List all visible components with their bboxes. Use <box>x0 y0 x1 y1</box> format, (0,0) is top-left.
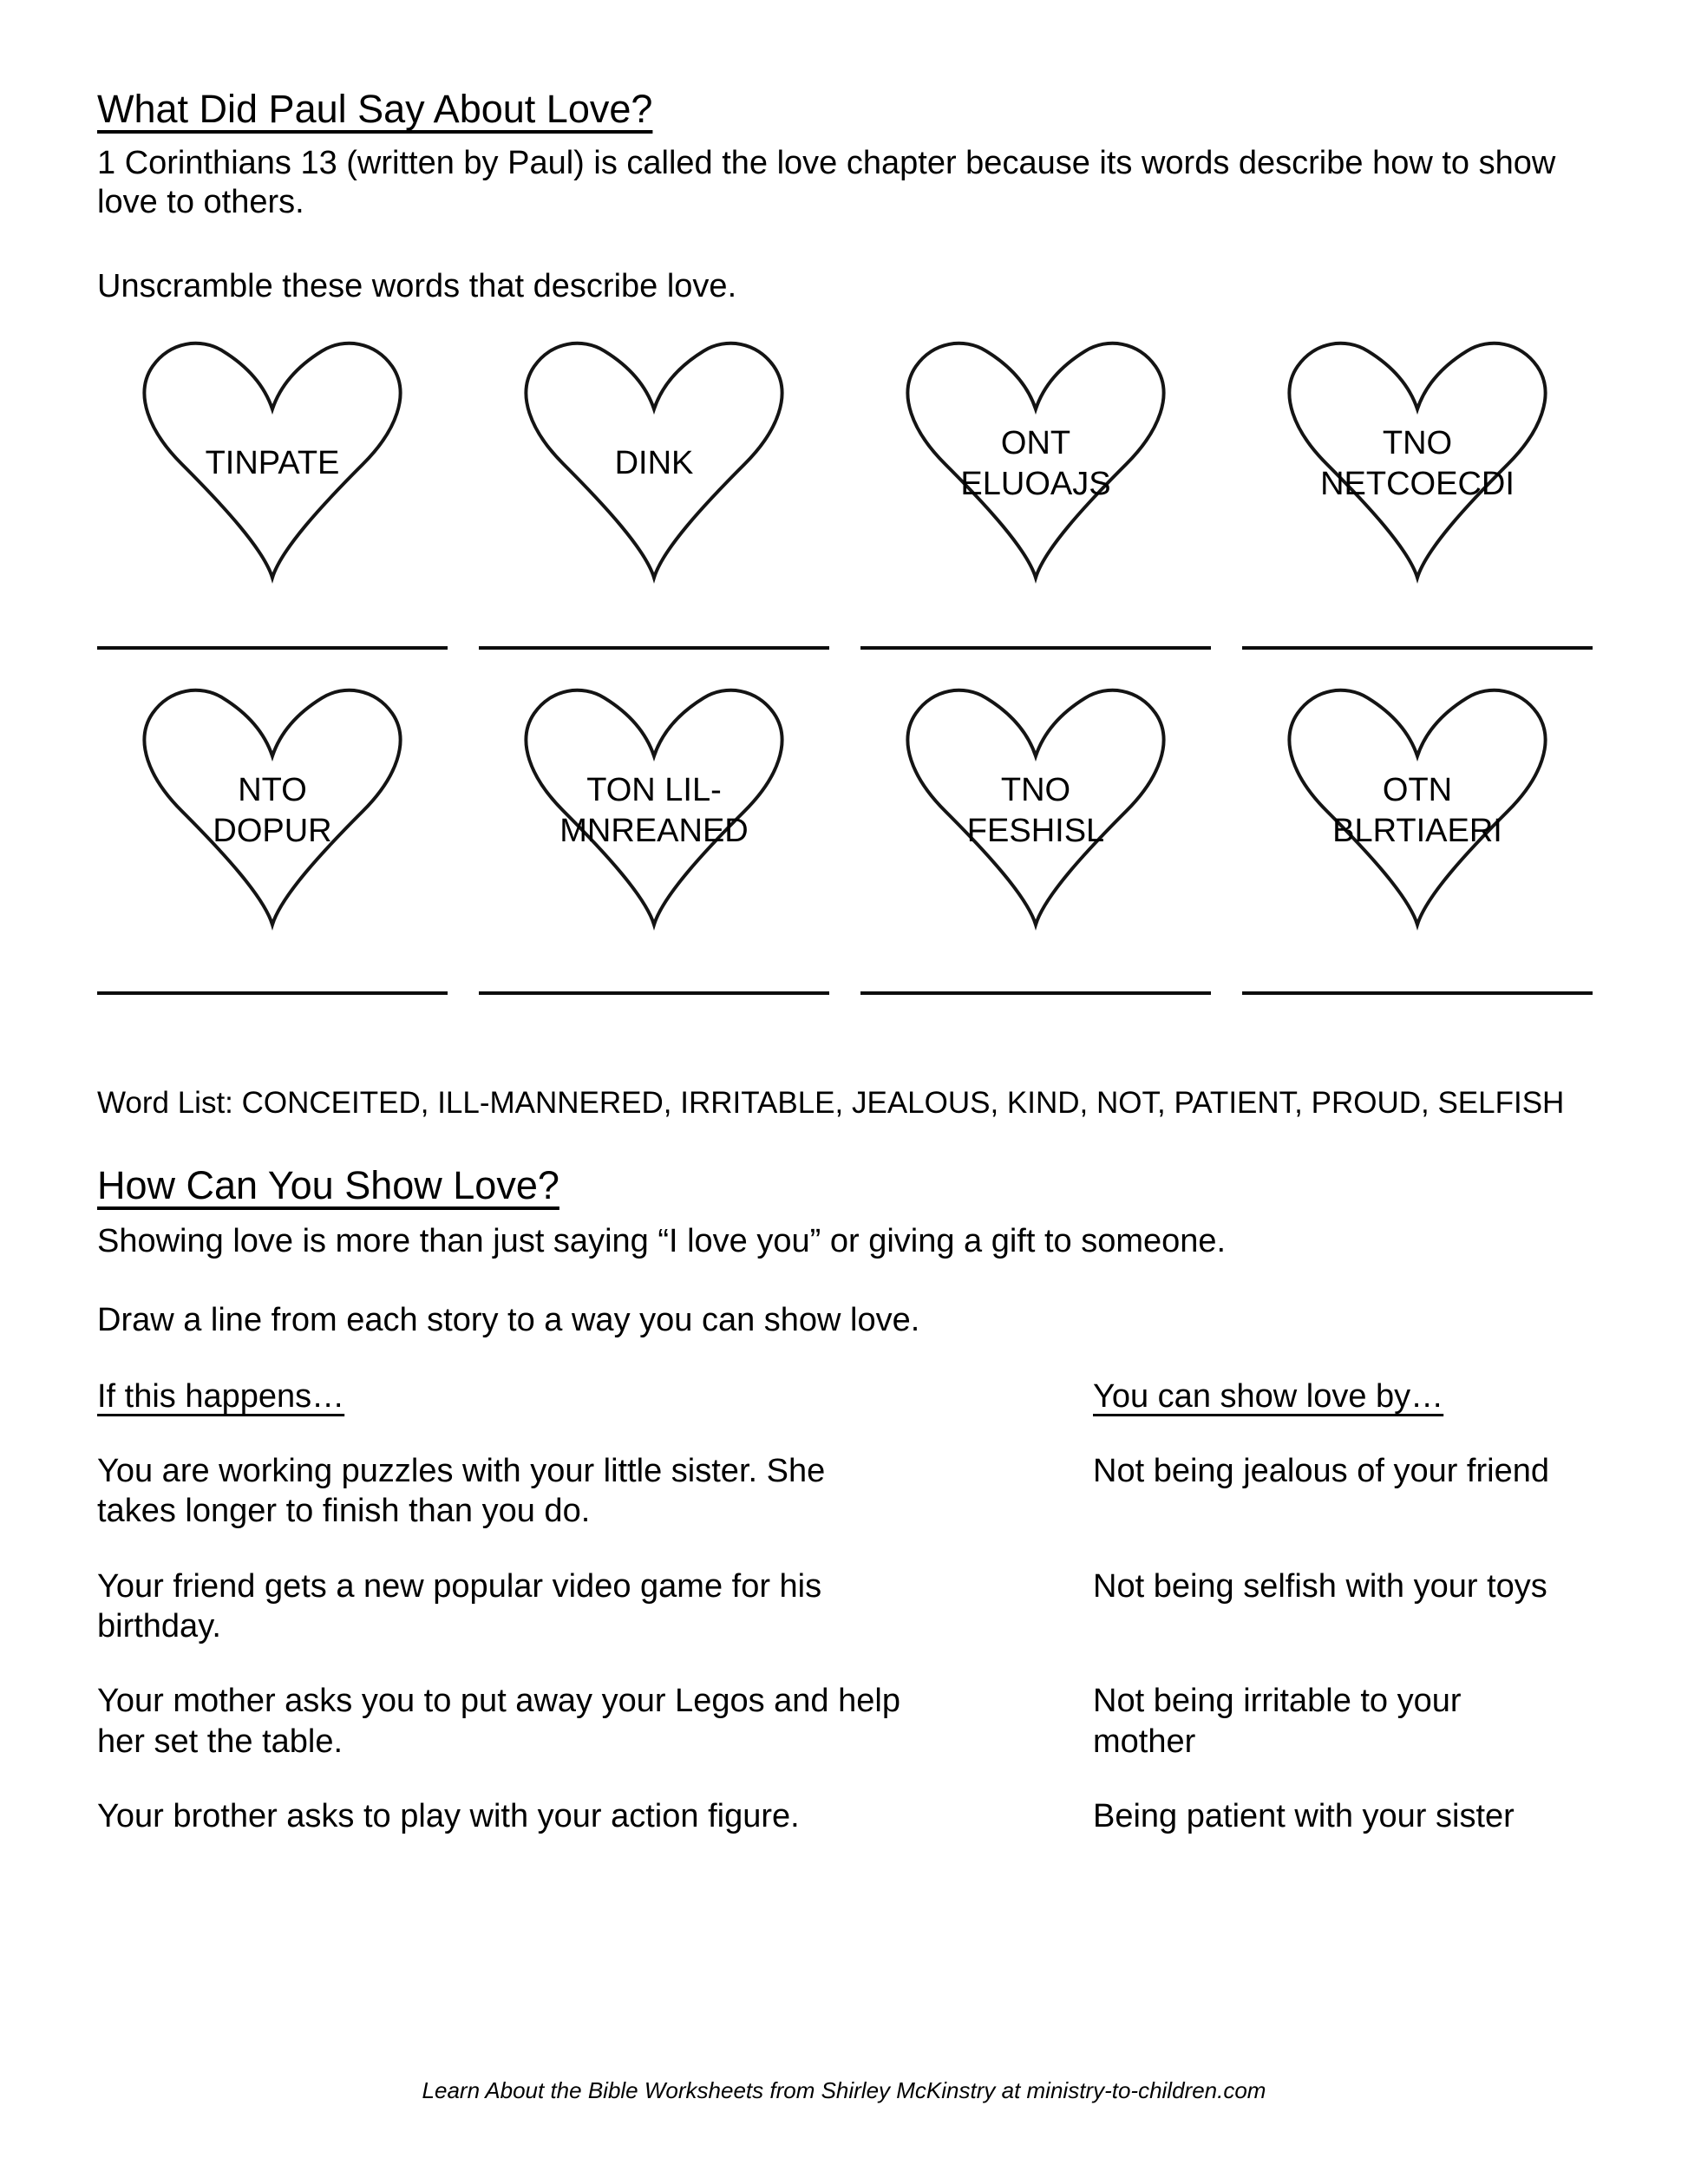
heart-tno-netcoecdi <box>1242 329 1593 585</box>
scrambled-word-line: NTO <box>238 772 307 809</box>
scrambled-word-line: ELUOAJS <box>960 465 1111 502</box>
story-text: Your brother asks to play with your action figure. <box>97 1798 800 1835</box>
scrambled-word <box>97 329 448 585</box>
matching-headers <box>97 1376 1593 1416</box>
hearts-row-2 <box>97 676 1593 932</box>
scrambled-word <box>1242 676 1593 932</box>
response-text: Being patient with your sister <box>1093 1798 1515 1835</box>
story-text: Your friend gets a new popular video game for his birthday. <box>97 1567 822 1645</box>
section1-title: What Did Paul Say About Love? <box>97 87 653 131</box>
answer-blanks-row-1 <box>97 646 1593 650</box>
section1-intro: 1 Corinthians 13 (written by Paul) is called the love chapter because its words describe how to show love to others. <box>97 145 1556 221</box>
scrambled-word-line: FESHISL <box>966 812 1105 849</box>
scrambled-word-line: TNO <box>1382 425 1453 462</box>
footer-credit: Learn About the Bible Worksheets from Shirley McKinstry at ministry-to-children.com <box>422 2076 1266 2103</box>
response-text: Not being jealous of your friend <box>1093 1452 1549 1489</box>
matching-row <box>97 1566 1593 1647</box>
matching-row <box>97 1451 1593 1532</box>
heart-dink <box>479 329 829 585</box>
scrambled-word-line: TINPATE <box>205 445 340 482</box>
scrambled-word <box>860 676 1211 932</box>
matching-row <box>97 1796 1593 1836</box>
left-column-header: If this happens… <box>97 1377 345 1415</box>
answer-blank <box>97 991 448 995</box>
answer-blank <box>860 991 1211 995</box>
scrambled-word <box>479 676 829 932</box>
scrambled-word-line: MNREANED <box>559 812 749 849</box>
section2-intro: Showing love is more than just saying “I love you” or giving a gift to someone. <box>97 1222 1227 1259</box>
scrambled-word-line: TNO <box>1000 772 1071 809</box>
section1-instruction: Unscramble these words that describe love. <box>97 267 737 304</box>
word-list: Word List: CONCEITED, ILL-MANNERED, IRRITABLE, JEALOUS, KIND, NOT, PATIENT, PROUD, SELFISH <box>97 1085 1565 1120</box>
story-text: You are working puzzles with your little sister. She takes longer to finish than you do. <box>97 1452 826 1530</box>
answer-blank <box>479 646 829 650</box>
matching-exercise <box>97 1376 1593 1837</box>
response-text: Not being selfish with your toys <box>1093 1567 1547 1605</box>
scrambled-word-line: OTN <box>1382 772 1453 809</box>
response-text: Not being irritable to your mother <box>1093 1683 1462 1760</box>
scrambled-word-line: DOPUR <box>213 812 332 849</box>
scrambled-word-line: NETCOECDI <box>1320 465 1515 502</box>
scrambled-word-line: DINK <box>614 445 694 482</box>
scrambled-word <box>1242 329 1593 585</box>
scrambled-word-line: TON LIL- <box>586 772 722 809</box>
hearts-row-1 <box>97 329 1593 585</box>
scrambled-word <box>97 676 448 932</box>
scrambled-word <box>479 329 829 585</box>
answer-blank <box>860 646 1211 650</box>
story-text: Your mother asks you to put away your Legos and help her set the table. <box>97 1683 900 1760</box>
answer-blank <box>97 646 448 650</box>
section2-title: How Can You Show Love? <box>97 1162 559 1207</box>
heart-tno-feshisl <box>860 676 1211 932</box>
heart-nto-dopur <box>97 676 448 932</box>
answer-blank <box>479 991 829 995</box>
heart-otn-blrtiaeri <box>1242 676 1593 932</box>
heart-tinpate <box>97 329 448 585</box>
answer-blanks-row-2 <box>97 991 1593 995</box>
scrambled-word <box>860 329 1211 585</box>
section2-instruction: Draw a line from each story to a way you can show love. <box>97 1301 920 1338</box>
scrambled-word-line: BLRTIAERI <box>1332 812 1502 849</box>
answer-blank <box>1242 646 1593 650</box>
heart-ont-eluoajs <box>860 329 1211 585</box>
answer-blank <box>1242 991 1593 995</box>
matching-row <box>97 1681 1593 1762</box>
right-column-header: You can show love by… <box>1093 1377 1444 1415</box>
scrambled-word-line: ONT <box>1000 425 1071 462</box>
heart-ton-lil-mnreaned <box>479 676 829 932</box>
